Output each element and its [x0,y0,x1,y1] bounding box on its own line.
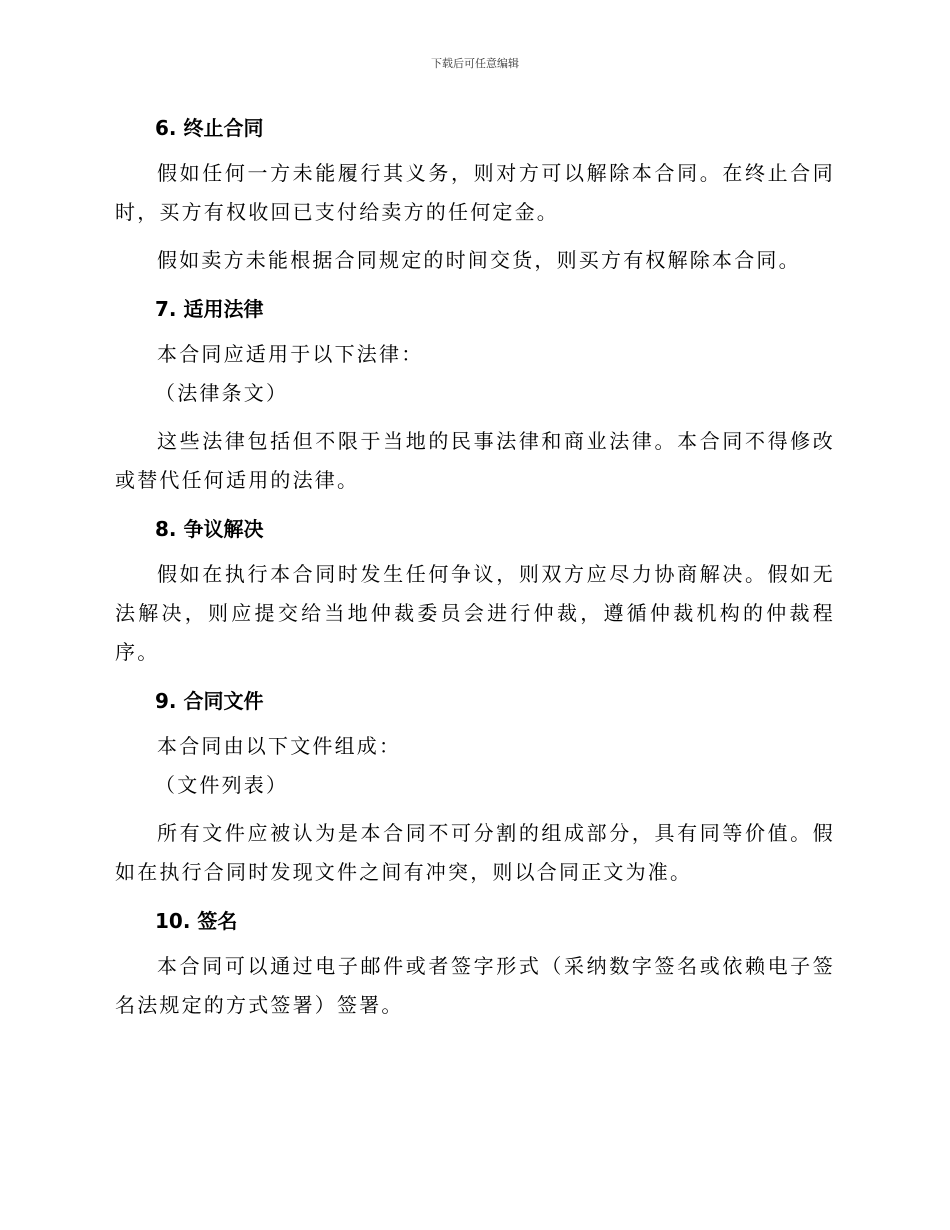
section-heading: 8. 争议解决 [155,517,264,541]
section-heading: 7. 适用法律 [155,297,264,321]
section-termination [115,108,835,280]
section-heading: 6. 终止合同 [155,116,264,140]
section-contract-documents [115,681,835,892]
paragraph: 假如任何一方未能履行其义务，则对方可以解除本合同。在终止合同时，买方有权收回已支付给卖方的任何定金。 [115,161,835,224]
paragraph: 本合同应适用于以下法律： [157,342,424,366]
paragraph: 假如卖方未能根据合同规定的时间交货，则买方有权解除本合同。 [157,248,801,272]
paragraph: 这些法律包括但不限于当地的民事法律和商业法律。本合同不得修改或替代任何适用的法律。 [115,429,835,492]
paragraph: 假如在执行本合同时发生任何争议，则双方应尽力协商解决。假如无法解决，则应提交给当地仲裁委员会进行仲裁，遵循仲裁机构的仲裁程序。 [115,562,835,664]
placeholder-line: （法律条文） [155,381,289,405]
document-body [115,108,835,1025]
section-signature [115,901,835,1025]
paragraph: 所有文件应被认为是本合同不可分割的组成部分，具有同等价值。假如在执行合同时发现文件之间有冲突，则以合同正文为准。 [115,821,835,884]
page-header: 下载后可任意编辑 [431,57,519,70]
section-dispute-resolution [115,509,835,672]
section-heading: 10. 签名 [155,909,238,933]
paragraph: 本合同由以下文件组成： [157,734,402,758]
paragraph: 本合同可以通过电子邮件或者签字形式（采纳数字签名或依赖电子签名法规定的方式签署）签署。 [115,954,835,1017]
section-heading: 9. 合同文件 [155,689,264,713]
section-applicable-law [115,289,835,500]
placeholder-line: （文件列表） [155,773,289,797]
